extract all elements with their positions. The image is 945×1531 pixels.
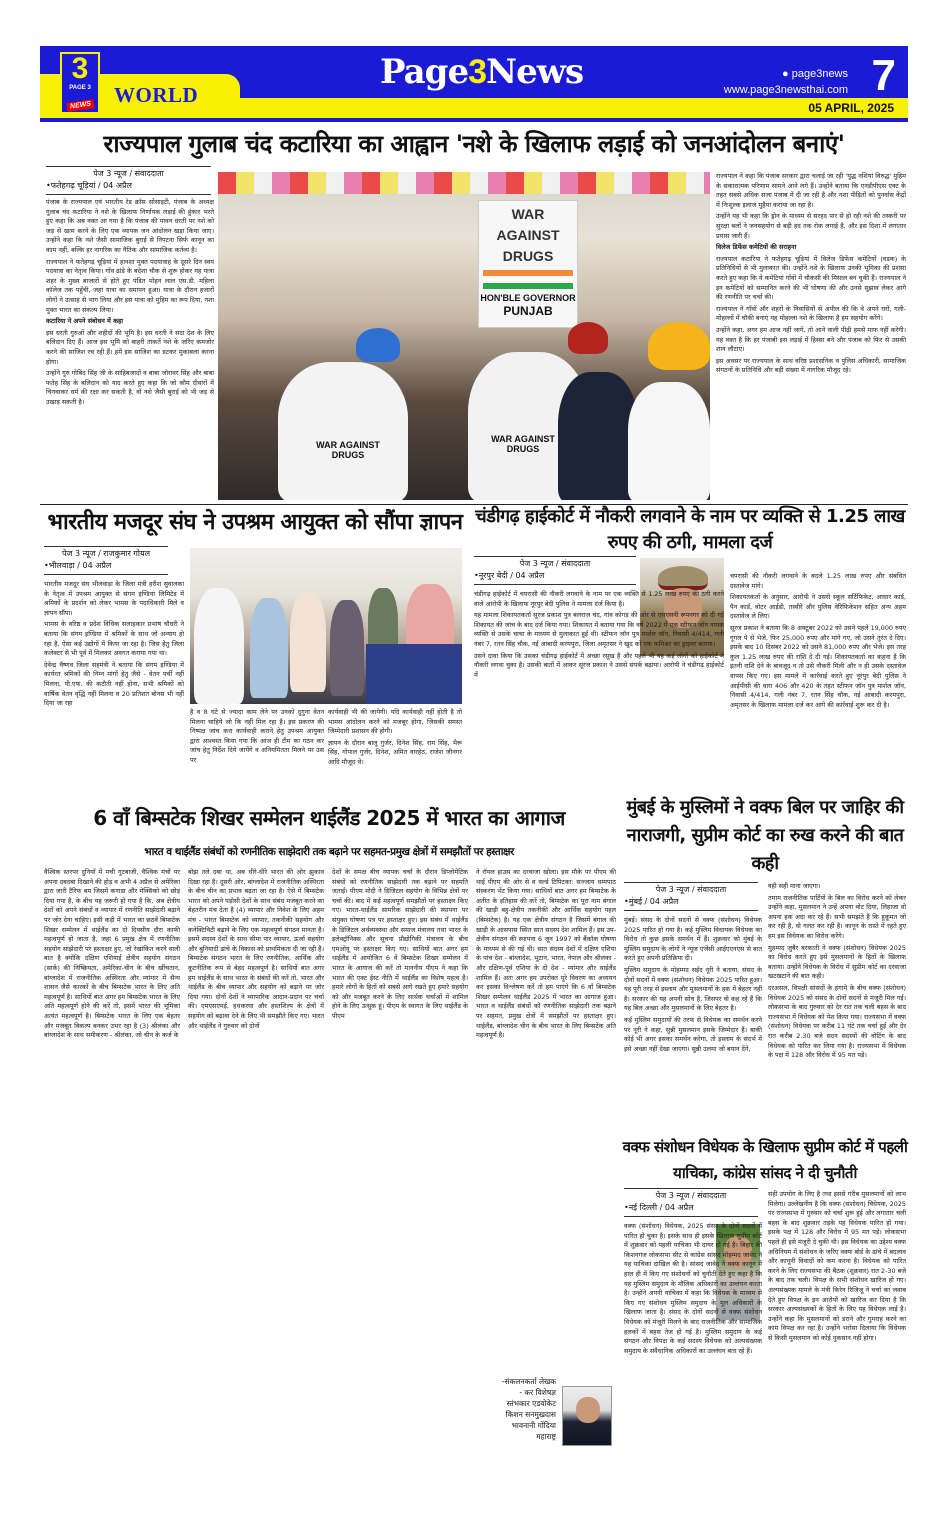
paragraph: ने रॉयल हाउस का दरवाजा खोला। इस मौके पर पीएम की थाई पीएम की ओर से व वर्ल्ड टिपिटका: सज्जाय धम्मपाठ संस्करण भेंट किया गया। साथियों बात अगर हम बिम्सटेक के अतीत के इतिहास की करें तो, बिम्सटेक का पूरा नाम बंगाल की खाड़ी बहु-क्षेत्रीय तकनीकी और आर्थिक सहयोग पहल (बिम्सटेक) है। यह एक क्षेत्रीय संगठन है जिसमें बंगाल की खाड़ी के आसपास स्थित सात सदस्य देश शामिल हैं। इस उप-क्षेत्रीय संगठन की स्थापना 6 जून 1997 को बैंकॉक घोषणा के माध्यम से की गई थी। सात सदस्य देशों में दक्षिण एशिया के पांच देश - बांग्लादेश, भूटान, भारत, नेपाल और श्रीलंका - और दक्षिण-पूर्व एशिया के दो देश - म्यांमार और थाईलैंड शामिल हैं। अतः अगर हम उपरोक्त पूरे विवरण का अध्ययन कर इसका विश्लेषण करें तो हम पाएंगे कि 6 वाँ बिम्सटेक शिखर सम्मेलन थाईलैंड 2025 में भारत का आगाज हुआ। भारत व थाईलैंड संबंधों को रणनीतिक साझेदारी तक बढ़ाने पर सहमत, प्रमुख क्षेत्रों में समझौतों पर हस्ताक्षर हुए। थाईलैंड, बांग्लादेश चीन के बीच भारत के लिए बिम्सटेक अति महत्वपूर्ण है। xyxy=(476,868,616,1040)
byline-place: • मुंबई / 04 अप्रैल xyxy=(624,896,758,908)
sign-text: PUNJAB xyxy=(503,304,553,318)
bms-body-right xyxy=(328,708,462,798)
section-label: WORLD xyxy=(114,83,199,107)
paragraph: उसने दावा किया कि उसका चंडीगढ़ हाईकोर्ट में अच्छा रसूख है और पहले भी वह कई लोगों को हाईकोर्ट में नौकरी लगवा चुका है। उसकी बातों में आकर सूरज प्रकाश ने उससे संपर्क बढ़ाया। आरोपी ने चंडीगढ़ हाईकोर्ट में xyxy=(474,651,724,679)
red-turban xyxy=(568,322,608,354)
sign-text: DRUGS xyxy=(502,248,554,264)
byline-source: पेज 3 न्यूज / संवाददाता xyxy=(519,559,591,568)
war-against-drugs-sign xyxy=(478,200,578,328)
credit-line: -संकलनकर्ता लेखक xyxy=(501,1377,556,1386)
flag-saffron xyxy=(483,270,573,276)
paragraph: मुहम्मद जुबैर बरकाती ने वक्फ (संशोधन) विधेयक 2025 का विरोध करते हुए इसे मुसलमानों के हितों के खिलाफ बताया। उन्होंने विधेयक के विरोध में सुप्रीम कोर्ट का दरवाजा खटखटाने की बात कही। xyxy=(768,943,906,981)
logo-page-label: PAGE 3 xyxy=(69,85,91,91)
byline-place: • भीलवाड़ा / 04 अप्रैल xyxy=(44,560,168,572)
flag-green xyxy=(483,283,573,289)
waqf-sc-body-left xyxy=(624,1222,762,1512)
governor-headline[interactable]: राज्यपाल गुलाब चंद कटारिया का आह्वान 'नशे के खिलाफ लड़ाई को जनआंदोलन बनाएं' xyxy=(103,130,845,158)
paragraph: देशों के समक्ष बीच व्यापक चर्चा के दौरान डिप्लोमेटिक संबंधों को रणनीतिक साझेदारी तक बढ़ाने पर सहमति जताई। पीएम मोदी ने डिजिटल सहयोग के विभिन्न क्षेत्रों पर चर्चा की। बाद में कई महत्वपूर्ण समझौतों पर हस्ताक्षर किए गए। भारत-थाईलैंड सामरिक साझेदारी की स्थापना पर संयुक्त घोषणा पत्र पर हस्ताक्षर हुए। इस संबंध में थाईलैंड के डिजिटल अर्थव्यवस्था और समाज मंत्रालय तथा भारत के इलेक्ट्रॉनिक्स और सूचना प्रौद्योगिकी मंत्रालय के बीच एमओयू पर हस्ताक्षर किए गए। साथियों बात अगर हम थाईलैंड में आयोजित 6 वें बिम्सटेक शिखर सम्मेलन में भारत के आगाज की करें तो माननीय पीएम ने कहा कि भारत की एक्ट ईस्ट नीति में थाईलैंड का विशेष महत्व है। हमारे लोगों के हितों को सबसे आगे रखते हुए हमारे सहयोग को और मजबूत करने के लिए सार्थक चर्चाओं में शामिल होने के लिए उत्सुक हूं। पीएम के स्वागत के लिए थाईलैंड के पीएम xyxy=(332,868,468,1020)
flower-decoration xyxy=(218,172,710,194)
waqf-sc-headline[interactable]: वक्फ संशोधन विधेयक के खिलाफ सुप्रीम कोर्ट में पहली याचिका, कांग्रेस सांसद ने दी चुनौती xyxy=(622,1138,908,1182)
person-check-shirt xyxy=(330,600,364,696)
person-dark-shirt xyxy=(558,372,638,500)
sign-text: AGAINST xyxy=(496,227,560,243)
paragraph: पंजाब के राज्यपाल एवं भारतीय रेड क्रॉस सोसाइटी, पंजाब के अध्यक्ष गुलाब चंद कटारिया ने नशे के खिलाफ निर्णायक लड़ाई की हुंकार भरते हुए कहा कि अब वक्त आ गया है कि पंजाब की पावन धरती पर नशे को जड़ से खत्म करने के लिए एक व्यापक जन आंदोलन खड़ा किया जाए। उन्होंने कहा कि नशे जैसी सामाजिक बुराई से निपटना सिर्फ कानून का काम नहीं, बल्कि हर नागरिक का नैतिक और सामाजिक कर्तव्य है। xyxy=(46,198,214,254)
paragraph: है व 8 घंटे से ज्यादा काम लेने पर उनको दुगुना वेतन मिलना चाहिये जो कि नहीं मिल रहा है। इस प्रकरण की निष्पक्ष जांच करा कार्यवाही कराने हेतु उपश्रम आयुक्त द्वारा आश्वस्त किया गया कि आज ही टीम का गठन कर जांच हेतु निर्देश दिये जायेंगे व अनियमितता मिलने पर उस पर xyxy=(190,708,324,764)
police-cap xyxy=(658,566,708,590)
byline-source: पेज 3 न्यूज / राजकुमार गोयल xyxy=(61,549,151,558)
person-cream-shirt xyxy=(290,592,326,692)
sign-text: HON'BLE GOVERNOR xyxy=(480,293,576,303)
byline-place: • नूरपुर बेदी / 04 अप्रैल xyxy=(474,570,636,582)
byline-place: • नई दिल्ली / 04 अप्रैल xyxy=(624,1202,758,1214)
person-white-shirt xyxy=(278,362,408,500)
bms-body-mid xyxy=(190,708,324,798)
person-white-kurta xyxy=(194,588,244,704)
website-link[interactable]: www.page3newsthai.com xyxy=(723,84,848,96)
author-face xyxy=(576,1397,600,1423)
paragraph: उन्होंने गुरु गोबिंद सिंह जी के साहिबजादों व बाबा जोरावर सिंह और बाबा फतेह सिंह के बलिदान को याद करते हुए कहा कि जो कौम दीवारों में चिनवाकर धर्म की रक्षा कर सकती है, वो नशे जैसी बुराई को भी जड़ से उखाड़ सकती है। xyxy=(46,369,214,406)
subheading: विलेज डिफेंस कमेटियों की सराहना xyxy=(716,243,797,252)
office-desk xyxy=(366,644,462,704)
paragraph: वक्फ (संशोधन) विधेयक, 2025 संसद के दोनों सदनों में पारित हो चुका है। इसके साथ ही इसके खिलाफ सुप्रीम कोर्ट में शुक्रवार को पहली याचिका भी दायर हो गई है। बिहार की किशनगंज लोकसभा सीट से कांग्रेस सांसद मोहम्मद जावेद ने यह याचिका दाखिल की है। सांसद जावेद ने वक्फ कानून में हाल ही में किए गए संशोधनों को चुनौती देते हुए कहा है कि यह मुस्लिम समुदाय के मौलिक अधिकारों का उल्लंघन करता है। उन्होंने अपनी याचिका में कहा कि विधेयक के माध्यम से किए गए संशोधन मुस्लिम समुदाय के मूल अधिकारों के खिलाफ जाता है। संसद के दोनों सदनों से वक्फ संशोधन विधेयक को मंजूरी मिलने के बाद राजनीतिक और सामाजिक हलकों में बहस तेज हो गई है। मुस्लिम समुदाय के कई संगठन और विपक्ष के कई सदस्य विधेयक को अल्पसंख्यक समुदाय के संवैधानिक अधिकारों का उल्लंघन बता रहे हैं। xyxy=(624,1222,762,1355)
credit-line: स्तंभकार एडवोकेट xyxy=(506,1399,556,1408)
byline-rule xyxy=(44,574,168,575)
bimstec-col-3 xyxy=(332,868,468,1488)
waqf-sc-byline xyxy=(624,1190,758,1214)
paragraph: यह मामला शिकायतकर्ता सूरज प्रकाश पुत्र बलराज चंद, गांव कोगड़ की ओर से एसएसपी रूपनगर को दी गई शिकायत की जांच के बाद दर्ज किया गया। शिकायत में बताया गया कि वर्ष 2022 में एक स्टीफन जॉन नामक व्यक्ति से उसके चाचा के माध्यम से मुलाकात हुई थी। स्टीफन जॉन पुत्र मार्शल जॉन, निवासी 4/414, गली नंबर 7, रतन सिंह चौक, नई आबादी करमपुरा, जिला अमृतसर ने खुद को एक कमिश्नर का ड्राइवर बताया। xyxy=(474,611,724,648)
author-credit xyxy=(470,1376,556,1442)
paragraph: भारतीय मजदूर संघ भीलवाड़ा के जिला मंत्री हरीश सुवालका के नेतृत्व में उपश्रम आयुक्त से संगम इण्डिया लिमिटेड में श्रमिकों के प्रदर्शन को लेकर भामस के पदाधिकारी मिले व ज्ञापन सौंपा। xyxy=(44,580,184,617)
mumbai-headline[interactable]: मुंबई के मुस्लिमों ने वक्फ बिल पर जाहिर की नाराजगी, सुप्रीम कोर्ट का रुख करने की बात कही xyxy=(626,797,904,874)
byline-rule xyxy=(46,166,211,167)
flag-white xyxy=(483,278,573,281)
credit-line: भावनानी गोंदिया xyxy=(511,1421,556,1430)
shirt-slogan: WAR AGAINST DRUGS xyxy=(491,434,555,454)
paragraph: राज्यपाल ने फतेहगढ़ चूड़ियां में हानशा मुक्त पदयात्राह के दूसरे दिन स्वयं पदयात्रा का नेतृत्व किया। गाँव ढांडे के बदेशा चौक से शुरू होकर यह यात्रा शहर के मुख्य बाजारों से होते हुए पंडित मोहन लाल एस.डी. महिला कॉलेज तक पहुँची, जहां यात्रा का समापन हुआ। यात्रा के दौरान हजारों लोगों ने उत्साह से भाग लिया और इस यात्रा को मुहिम का रूप दिया, नशा मुक्त भारत का संकल्प लिया। xyxy=(46,257,214,314)
paragraph: चपरासी की नौकरी लगवाने के बदले 1.25 लाख रुपए और संबंधित दस्तावेज मांगे। xyxy=(730,572,906,590)
governor-byline xyxy=(46,168,211,192)
logo-news-label: NEWS xyxy=(66,99,94,112)
brand-number: 3 xyxy=(468,53,487,91)
yellow-turban xyxy=(648,322,710,370)
governor-body-right xyxy=(716,172,906,500)
paragraph: राज्यपाल कटारिया ने फतेहगढ़ चूड़ियां में विलेज डिफेंस कमेटियों (वडक) के प्रतिनिधियों से भी मुलाकात की। उन्होंने नशे के खिलाफ उनकी भूमिका की प्रशंसा करते हुए कहा कि ये कमेटियां गाँवों में चौकसी की मिसाल बन चुकी हैं। राज्यपाल ने इन कमेटियों को सम्मानित करने की भी घोषणा की और उनसे सुझाव लेकर आगे की रणनीति पर चर्चा की। xyxy=(716,254,906,302)
newspaper-brand xyxy=(380,50,583,94)
credit-line: - कर विशेषज्ञ xyxy=(519,1388,556,1397)
person-blue-shirt xyxy=(250,598,288,698)
paragraph: मुंबई। संसद के दोनों सदनों से वक्फ (संशोधन) विधेयक 2025 पारित हो गया है। कई मुस्लिम विधायक विधेयक का विरोध तो कुछ इसके समर्थन में हैं। शुक्रवार को मुंबई के मुस्लिम समुदाय के लोगों ने न्यूज एजेंसी आईएएनएस से बात करते हुए अपनी प्रतिक्रिया दी। xyxy=(624,916,762,963)
byline-rule xyxy=(624,1188,758,1189)
paragraph: दरअसल, विपक्षी सांसदों के हंगामे के बीच वक्फ (संशोधन) विधेयक 2025 को संसद के दोनों सदनों से मंजूरी मिल गई। लोकसभा के बाद गुरुवार को देर रात तक चली बहस के बाद राज्यसभा में विधेयक को पेश किया गया। राज्यसभा में वक्फ (संशोधन) विधेयक पर करीब 11 घंटे तक चर्चा हुई और देर रात करीब 2.30 बजे सदन सदस्यों की वोटिंग के बाद विधेयक को पारित कर लिया गया है। राज्यसभा में विधेयक के पक्ष में 128 और विरोध में 95 मत पड़े। xyxy=(768,983,906,1060)
bimstec-subheadline: भारत व थाईलैंड संबंधों को रणनीतिक साझेदारी तक बढ़ाने पर सहमत-प्रमुख क्षेत्रों में समझौतों पर हस्ताक्षर xyxy=(144,846,514,858)
issue-date: 05 APRIL, 2025 xyxy=(808,101,894,115)
bms-memorandum-photo[interactable] xyxy=(190,548,462,704)
war-against-drugs-photo[interactable] xyxy=(218,172,710,500)
bms-headline[interactable]: भारतीय मजदूर संघ ने उपश्रम आयुक्त को सौंपा ज्ञापन xyxy=(47,510,463,535)
byline-place: • फतेहगढ़ चूड़ियां / 04 अप्रैल xyxy=(46,180,211,192)
bimstec-col-1 xyxy=(44,868,180,1488)
chandigarh-headline[interactable]: चंडीगढ़ हाईकोर्ट में नौकरी लगवाने के नाम पर व्यक्ति से 1.25 लाख रुपए की ठगी, मामला दर्ज xyxy=(475,506,905,553)
paragraph: सही उपयोग के लिए है तथा इससे गरीब मुसलमानों को लाभ मिलेगा। उल्लेखनीय है कि वक्फ (संशोधन) विधेयक, 2025 पर राज्यसभा में गुरुवार को चर्चा शुरू हुई और लगातार चली बहस के बाद शुक्रवार तड़के यह विधेयक पारित हो गया। इसके पक्ष में 128 और विरोध में 95 मत पड़े। लोकसभा पहले ही इसे मंजूरी दे चुकी थी। इस विधेयक का उद्देश्य वक्फ अधिनियम में संशोधन के जरिए वक्फ बोर्ड के ढांचे में बदलाव और कानूनी विवादों को कम करना है। विधेयक को पारित करने के लिए राज्यसभा की बैठक (शुक्रवार) रात 2-30 बजे के बाद तक चली। विपक्ष के सभी संशोधन खारिज हो गए। अल्पसंख्यक मामले के मंत्री किरेन रिजिजू ने चर्चा का जवाब देते हुए विपक्ष के इन आरोपों को खारिज कर दिया है कि सरकार अल्पसंख्यकों के हितों के लिए यह विधेयक लाई है। उन्होंने कहा कि मुसलमानों को डराने और गुमराह करने का काम विपक्ष कर रहा है। उन्होंने भरोसा दिलाया कि विधेयक से किसी मुसलमान को कोई नुकसान नहीं होगा। xyxy=(768,1190,906,1342)
byline-rule xyxy=(44,546,168,547)
waqf-sc-body-right xyxy=(768,1190,906,1512)
chandigarh-byline xyxy=(474,558,636,582)
paragraph: भामस के वरिष्ठ व प्रदेश विधिक सलाहकार प्रभाष चौधरी ने बताया कि संगम इण्डिया में श्रमिकों के साथ जो अन्याय हो रहा है, ऐसा कई उद्योगों में किया जा रहा है। जिस हेतु जिला कलेक्टर से भी पूर्व में मिलकर अवगत कराया गया था। xyxy=(44,620,184,658)
author-photo[interactable] xyxy=(562,1386,612,1446)
brand-suffix: News xyxy=(486,52,584,92)
newspaper-page xyxy=(40,46,908,1516)
byline-rule xyxy=(624,910,758,911)
mumbai-body-left xyxy=(624,916,762,1130)
person-white-shirt xyxy=(628,382,710,500)
byline-rule xyxy=(474,556,636,557)
paragraph: मुस्लिम समुदाय के मोहम्मद सईद नूरी ने बताया, संसद के दोनों सदनों में वक्फ (संशोधन) विधेयक 2025 पारित हुआ। यह पूरी तरह से इस्लाम और मुसलमानों के हक में बेहतर नहीं है। सरकार की यह अपनी सोच है, जिसपर वो कह रहे हैं कि यह बिल अच्छा और मुसलमानों के लिए बेहतर है। xyxy=(624,965,762,1013)
shirt-slogan: WAR AGAINST DRUGS xyxy=(316,440,380,460)
masthead-rule xyxy=(40,118,908,122)
paragraph: राज्यपाल ने कहा कि पंजाब सरकार द्वारा चलाई जा रही 'युद्ध नशियां विरुद्ध' मुहिम के सकारात्मक परिणाम सामने आने लगे हैं। उन्होंने बताया कि एनडीपीएस एक्ट के तहत सबसे अधिक सजा पंजाब में दी जा रही है और नशा पीड़ितों को पुनर्वास केंद्रों में निःशुल्क इलाज मुहैया कराया जा रहा है। xyxy=(716,172,906,209)
page-number: 7 xyxy=(871,51,896,100)
paragraph: कार्यवाही भी की जायेगी। यदि कार्यवाही नहीं होती है तो भामस आंदोलन करने को मजबूर होगा, जिसकी समस्त जिम्मेदारी प्रशासन की होगी। xyxy=(328,708,462,736)
bimstec-col-4 xyxy=(476,868,616,1366)
paragraph: वही सही माना जाएगा। xyxy=(768,882,821,890)
paragraph: ज्ञापन के दौरान बालू गुर्जर, दिनेश सिंह, राम सिंह, भैरू सिंह, गोपाल गुर्जर, दिनेश, अमित वारहेठ, राजेश जीनगर आदि मौजूद थे। xyxy=(328,738,462,766)
page3-logo[interactable] xyxy=(60,52,100,114)
paragraph: इस धरती गुरुओं और शहीदों की भूमि है। इस धरती ने सदा देश के लिए बलिदान दिए हैं। आज इस भूमि को बाहरी ताकतें नशे के जरिए कमजोर करने की साजिश रच रही हैं। हमें इस साजिश का डटकर मुकाबला करना होगा। xyxy=(46,328,214,366)
credit-line: महाराष्ट्र xyxy=(536,1432,556,1441)
paragraph: राज्यपाल ने गाँवों और शहरों के निवासियों से अपील की कि वे अपने घरों, गली-मोहल्लों में चौकी बनाएं यह मोहल्ला नशे के खिलाफ है हम सहयोग करेंगे। xyxy=(716,304,906,323)
byline-source: पेज 3 न्यूज / संवाददाता xyxy=(655,885,727,894)
governor-body-left xyxy=(46,198,214,498)
masthead xyxy=(40,46,908,122)
paragraph: देवेन्द्र वैष्णव जिला सहमंत्री ने बताया कि संगम इण्डिया में कार्यरत श्रमिकों की निम्न मांगों हेतु जैसे - वेतन पर्ची नहीं मिलना, पी.एफ. की कटौती नहीं होना, सभी श्रमिकों को वार्षिक वेतन वृद्धि नहीं मिलना व 20 प्रतिशत बोनस भी नहीं दिया जा रहा xyxy=(44,660,184,708)
sign-text: WAR xyxy=(511,206,545,222)
mumbai-body-right xyxy=(768,882,906,1132)
paragraph: बोझ तले दबा था, अब धीरे-धीरे भारत की ओर झुकाव दिखा रहा है। दूसरी ओर, बांग्लादेश में राजनीतिक अस्थिरता के बीच चीन का प्रभाव बढ़ता जा रहा है। ऐसे में बिम्सटेक भारत को अपने पड़ोसी देशों के साथ संबंध मजबूत करने का बेहतरीन मंच देता है (4) व्यापार और निवेश के लिए अहम मंच - भारत बिम्सटेक को व्यापार, तकनीकी सहयोग और कनेक्टिविटी बढ़ाने के लिए एक महत्वपूर्ण संगठन मानता है। इसमें सदस्य देशों के साथ सीमा पार व्यापार, ऊर्जा सहयोग और बुनियादी ढांचे के विकास को प्राथमिकता दी जा रही है। बिम्सटेक संगठन भारत के लिए रणनीतिक, आर्थिक और कूटनीतिक रूप से बेहद महत्वपूर्ण है। साथियों बात अगर हम थाईलैंड के साथ भारत के संबंधों की करें तो, भारत और थाईलैंड के बीच व्यापार और सहयोग को बढ़ाने पर जोर दिया गया। दोनों देशों ने व्यापारिक आदान-प्रदान पर चर्चा की। एमएसएमई, हथकरघा और हस्तशिल्प के क्षेत्रों में सहयोग को बढ़ावा देने के लिए भी समझौते किए गए। भारत और थाईलैंड ने गुरुवार को दोनों xyxy=(188,868,324,1030)
chandigarh-body-left xyxy=(474,590,724,790)
paragraph: शिकायतकर्ता के अनुसार, आरोपी ने उससे स्कूल सर्टिफिकेट, आधार कार्ड, पैन कार्ड, वोटर आईडी, तस्वीरें और पुलिस वेरिफिकेशन सहित अन्य अहम दस्तावेज ले लिए। xyxy=(730,593,906,621)
paragraph: तमाम राजनीतिक पार्टियों के बिल का विरोध करने को लेकर उन्होंने कहा, मुसलमान ने उन्हें अपना वोट दिया, लिहाजा वो अपना हक अदा कर रहे हैं। सभी समझते हैं कि हुकूमत जो कर रही है, वो गलत कर रही है। कानून के रास्ते में रहते हुए हम इस विधेयक का विरोध करेंगे। xyxy=(768,893,906,940)
credit-line: किशन सनमुखदास xyxy=(505,1410,556,1419)
social-handle[interactable]: ● page3news xyxy=(782,68,848,80)
paragraph: कटारिया ने अपने संबोधन में कहा xyxy=(46,317,124,326)
paragraph: वैश्विक स्तरपर दुनियाँ में मची गुटबाजी, वैश्विक मंचों पर अपना दबदबा दिखाने की होड़ व अभी 4 अप्रैल से अमेरिका द्वारा जारी टैरिफ बम जिसमें कनाडा और मेक्सिको को छोड़ दिया गया है, के बीच यह जरूरी हो गया है कि, अब क्षेत्रीय देशों को अपने संबंधों व व्यापार में रणनीति साझेदारी बढ़ाने पर जोर देना चाहिए। इसी कड़ी में भारत का छठवें बिम्सटेक शिखर सम्मेलन में थाईलैंड का दो दिवसीय दौरा काफी महत्वपूर्ण हो जाता है, जहां 6 प्रमुख क्षेत्र में रणनीतिक सहयोग साझेदारी पर हस्ताक्षर हुए, जो रेखांकित करने वाली बात है क्योंकि दक्षिण एशियाई क्षेत्रीय सहयोग संगठन (सार्क) की निष्क्रियता, अमेरिका-चीन के बीच खींचतान, बांग्लादेश में राजनीतिक अस्थिरता और म्यांमार में सैन्य शासन जैसे कारकों के बीच बिम्सटेक भारत के लिए अति महत्वपूर्ण है। साथियों बात अगर हम बिम्सटेक भारत के लिए अति महत्वपूर्ण होने की करें तो, इसमें भारत की भूमिका अत्यंत महत्वपूर्ण है। बिम्सटेक भारत के लिए एक बेहतर और मजबूत विकल्प बनकर उभर रहा है (3) श्रीलंका और बांग्लादेश के साथ समीकरण - श्रीलंका, जो चीन के कर्ज के xyxy=(44,868,180,1040)
bms-byline xyxy=(44,548,168,572)
byline-rule xyxy=(46,194,211,195)
blue-turban xyxy=(356,328,400,362)
bms-body-left xyxy=(44,580,184,800)
byline-rule xyxy=(624,882,758,883)
paragraph: उन्होंने कहा, अगर हम आज नहीं जागे, तो आने वाली पीढ़ी हमसे माफ नहीं करेगी। यह वक्त है कि हर पंजाबी इस लड़ाई में हिस्सा बने और पंजाब को फिर से उसकी शान लौटाए। xyxy=(716,325,906,354)
paragraph: कई मुस्लिम समुदायों की तरफ से विधेयक का समर्थन करने पर नूरी ने कहा, सुन्नी मुसलमान इसके जिम्मेदार हैं। बाकी कोई भी अगर इसका समर्थन करेगा, तो इस्लाम के संदर्भ में इसे अच्छा नहीं देखा जाएगा। सुन्नी उलमा जो बयान देंगे, xyxy=(624,1015,762,1053)
logo-number: 3 xyxy=(71,52,89,85)
bimstec-headline[interactable]: 6 वाँ बिम्सटेक शिखर सम्मेलन थाईलैंड 2025 में भारत का आगाज xyxy=(93,806,565,830)
byline-source: पेज 3 न्यूज / संवाददाता xyxy=(655,1191,727,1200)
mumbai-byline xyxy=(624,884,758,908)
byline-rule xyxy=(474,584,636,585)
byline-source: पेज 3 न्यूज / संवाददाता xyxy=(93,169,164,178)
bimstec-col-2 xyxy=(188,868,324,1488)
paragraph: इस अवसर पर राज्यपाल के साथ वरिष्ठ प्रशासनिक व पुलिस अधिकारी, सामाजिक संगठनों के प्रतिनिधि और बड़ी संख्या में नागरिक मौजूद रहे। xyxy=(716,356,906,375)
paragraph: उन्होंने यह भी कहा कि ड्रोन के माध्यम से सरहद पार से हो रही नशे की तस्करी पर सुरक्षा बलों ने जनसहयोग से बड़ी हद तक रोक लगाई है, और इस दिशा में लगातार प्रयास जारी हैं। xyxy=(716,212,906,240)
chandigarh-body-right xyxy=(730,572,906,792)
brand-prefix: Page xyxy=(380,52,469,92)
paragraph: चंडीगढ़ हाईकोर्ट में चपरासी की नौकरी लगवाने के नाम पर एक व्यक्ति से 1.25 लाख रुपए की ठगी करने वाले आरोपी के खिलाफ नूरपुर बेदी पुलिस ने मामला दर्ज किया है। xyxy=(474,590,724,608)
byline-rule xyxy=(624,1216,758,1217)
paragraph: सूरज प्रकाश ने बताया कि 8 अक्टूबर 2022 को उसने पहले 19,000 रुपए गूगल पे से भेजे, फिर 25,000 रुपए और मांगे गए, जो उसने तुरंत दे दिए। इसके बाद 10 दिसंबर 2022 को उसने 81,000 रुपए और भेजे। इस तरह कुल 1.25 लाख रुपए की राशि दे दी गई। शिकायतकर्ता का कहना है कि इतनी राशि देने के बावजूद न तो उसे नौकरी मिली और न ही उसके दस्तावेज वापस किए गए। इस मामले में कार्रवाई करते हुए नूरपुर बेदी पुलिस ने आईपीसी की धारा 406 और 420 के तहत स्टीफन जॉन पुत्र मार्शल जॉन, निवासी 4/414, गली नंबर 7, रतन सिंह चौक, नई आबादी करमपुरा, अमृतसर के खिलाफ मामला दर्ज कर आगे की कार्रवाई शुरू कर दी है। xyxy=(730,623,906,709)
